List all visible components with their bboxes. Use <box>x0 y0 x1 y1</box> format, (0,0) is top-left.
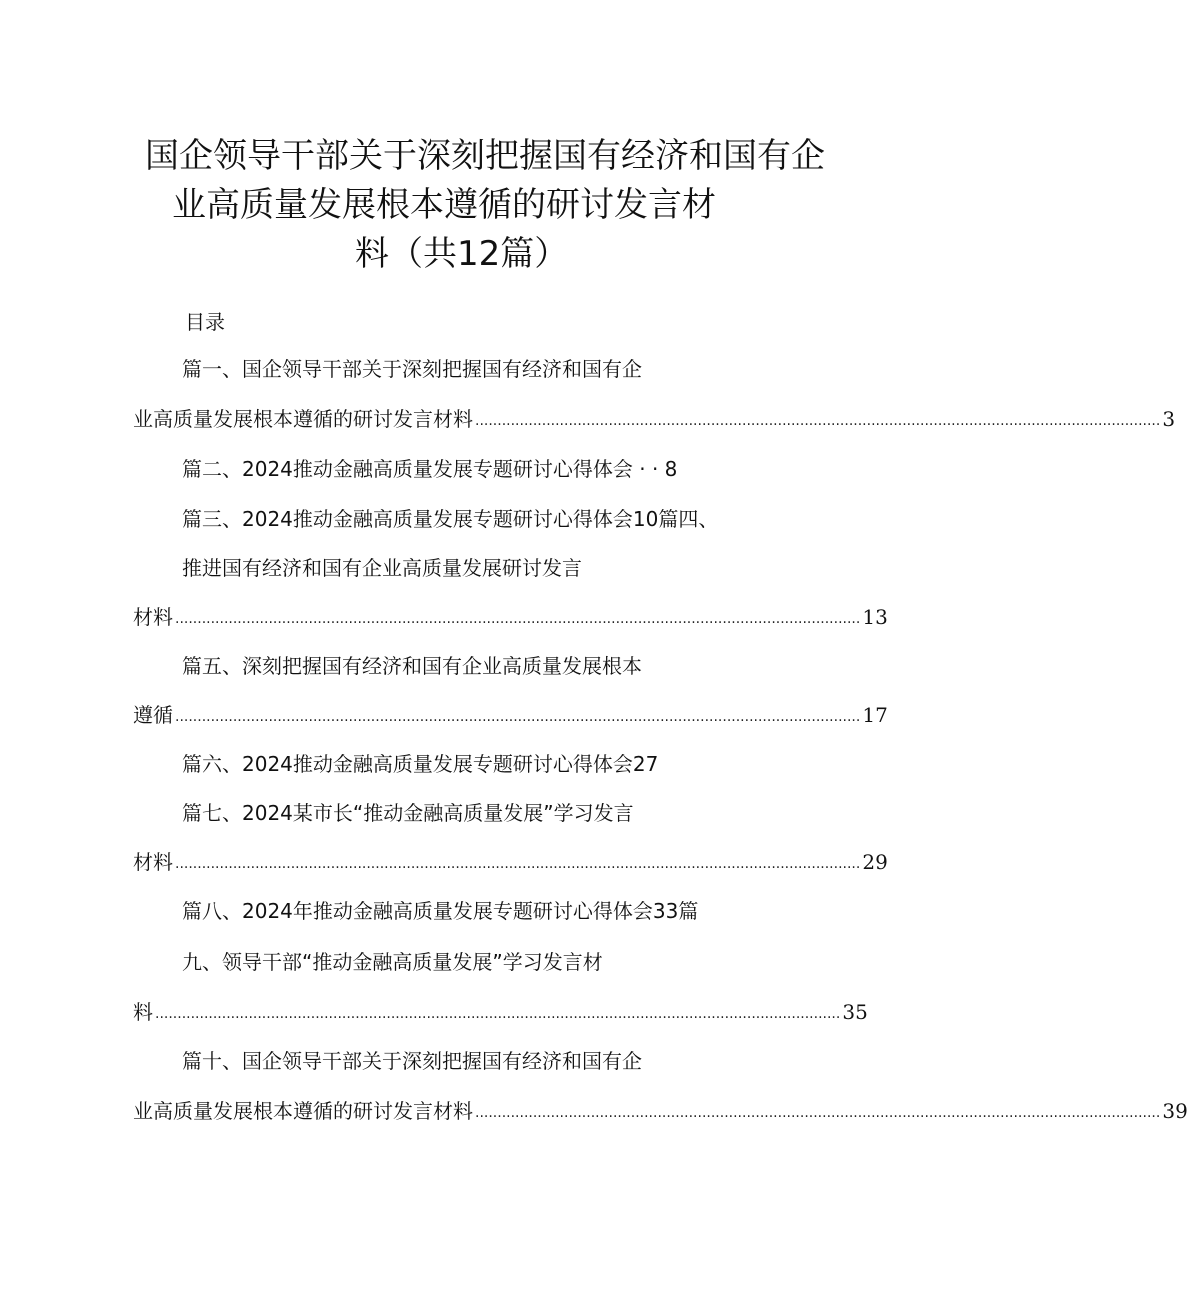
toc-leader-dots: .......................................................................................................................................................... <box>175 709 861 725</box>
toc-heading: 目录 <box>185 310 225 334</box>
toc-page-number: 3 <box>1162 407 1176 431</box>
toc-entry-text: 遵循 <box>133 703 173 727</box>
toc-entry-6: 篇六、2024推动金融高质量发展专题研讨心得体会27 <box>182 752 659 776</box>
toc-entry-5-line-1: 篇五、深刻把握国有经济和国有企业高质量发展根本 <box>182 654 642 678</box>
toc-entry-text: 材料 <box>133 605 173 629</box>
document-title-line-1: 国企领导干部关于深刻把握国有经济和国有企 <box>145 136 825 176</box>
toc-entry-10-line-1: 篇十、国企领导干部关于深刻把握国有经济和国有企 <box>182 1049 642 1073</box>
toc-entry-text: 业高质量发展根本遵循的研讨发言材料 <box>133 1099 473 1123</box>
toc-page-number: 39 <box>1162 1099 1188 1123</box>
toc-entry-1-line-2 <box>133 404 1176 434</box>
toc-entry-8-line-1: 篇八、2024年推动金融高质量发展专题研讨心得体会33篇 <box>182 899 699 923</box>
toc-entry-4-line-3 <box>133 602 888 632</box>
document-title-line-2: 业高质量发展根本遵循的研讨发言材 <box>172 185 716 225</box>
toc-entry-text: 材料 <box>133 850 173 874</box>
toc-entry-7-line-2 <box>133 847 888 877</box>
toc-entry-7-line-1: 篇七、2024某市长“推动金融高质量发展”学习发言 <box>182 801 634 825</box>
toc-entry-5-line-2 <box>133 700 888 730</box>
toc-leader-dots: .......................................................................................................................................................... <box>175 611 861 627</box>
toc-leader-dots: .......................................................................................................................................................... <box>175 856 861 872</box>
toc-page-number: 29 <box>862 850 888 874</box>
toc-entry-3-line-1: 篇三、2024推动金融高质量发展专题研讨心得体会10篇四、 <box>182 507 719 531</box>
document-title-line-3: 料（共12篇） <box>355 234 569 274</box>
toc-page-number: 13 <box>862 605 888 629</box>
toc-entry-4-line-2: 推进国有经济和国有企业高质量发展研讨发言 <box>182 556 582 580</box>
toc-entry-text: 业高质量发展根本遵循的研讨发言材料 <box>133 407 473 431</box>
toc-entry-9-line-3 <box>133 997 868 1027</box>
toc-leader-dots: .......................................................................................................................................................... <box>475 413 1161 429</box>
toc-leader-dots: .......................................................................................................................................................... <box>475 1105 1161 1121</box>
toc-entry-2: 篇二、2024推动金融高质量发展专题研讨心得体会 · · 8 <box>182 457 678 481</box>
toc-page-number: 35 <box>842 1000 868 1024</box>
toc-entry-1-line-1: 篇一、国企领导干部关于深刻把握国有经济和国有企 <box>182 357 642 381</box>
toc-entry-text: 料 <box>133 1000 153 1024</box>
toc-entry-9-line-2: 九、领导干部“推动金融高质量发展”学习发言材 <box>182 950 603 974</box>
toc-leader-dots: .......................................................................................................................................................... <box>155 1006 841 1022</box>
toc-entry-10-line-2 <box>133 1096 1188 1126</box>
toc-page-number: 17 <box>862 703 888 727</box>
